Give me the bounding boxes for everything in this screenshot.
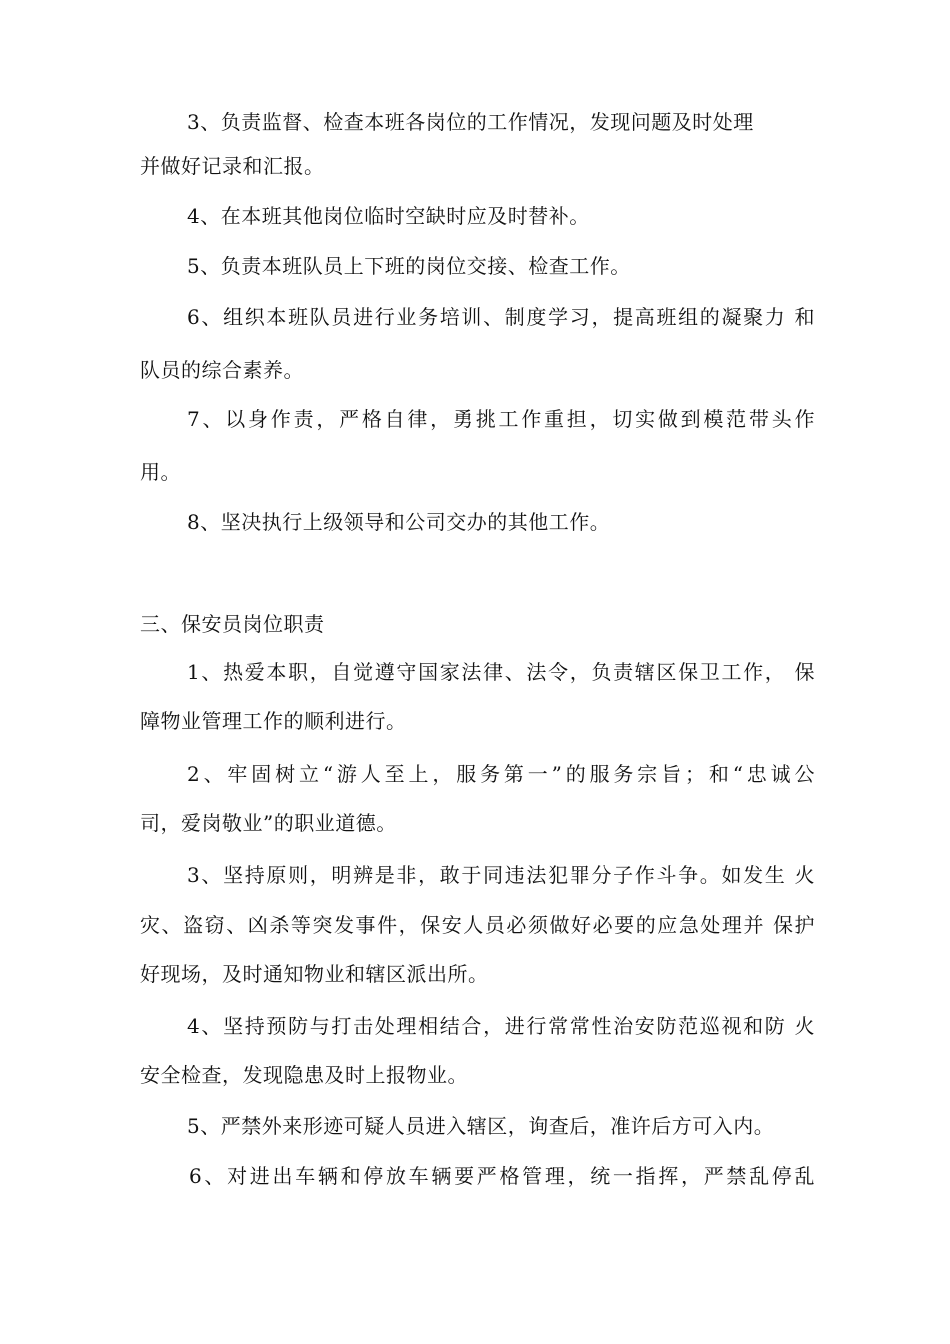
text-line: 6、对进出车辆和停放车辆要严格管理，统一指挥，严禁乱停乱 — [189, 1164, 815, 1188]
text-line: 并做好记录和汇报。 — [140, 154, 325, 178]
text-line: 6、组织本班队员进行业务培训、制度学习，提高班组的凝聚力 和 — [187, 305, 815, 329]
text-line: 安全检查，发现隐患及时上报物业。 — [140, 1063, 468, 1087]
text-line: 4、在本班其他岗位临时空缺时应及时替补。 — [187, 204, 590, 228]
text-line: 2、牢固树立“游人至上，服务第一”的服务宗旨；和“忠诚公 — [187, 762, 815, 786]
text-line: 司，爱岗敬业”的职业道德。 — [140, 811, 397, 835]
text-line: 3、负责监督、检查本班各岗位的工作情况，发现问题及时处理 — [187, 110, 754, 134]
text-line: 5、负责本班队员上下班的岗位交接、检查工作。 — [187, 254, 631, 278]
text-line: 用。 — [140, 460, 181, 484]
text-line: 队员的综合素养。 — [140, 358, 304, 382]
text-line: 障物业管理工作的顺利进行。 — [140, 709, 407, 733]
text-line: 5、严禁外来形迹可疑人员进入辖区，询查后，准许后方可入内。 — [187, 1114, 775, 1138]
section-heading: 三、保安员岗位职责 — [140, 612, 325, 636]
text-line: 灾、盗窃、凶杀等突发事件，保安人员必须做好必要的应急处理并 保护 — [140, 913, 815, 937]
text-line: 8、坚决执行上级领导和公司交办的其他工作。 — [187, 510, 611, 534]
text-line: 3、坚持原则，明辨是非，敢于同违法犯罪分子作斗争。如发生 火 — [187, 863, 815, 887]
text-line: 1、热爱本职，自觉遵守国家法律、法令，负责辖区保卫工作， 保 — [187, 660, 815, 684]
text-line: 4、坚持预防与打击处理相结合，进行常常性治安防范巡视和防 火 — [187, 1014, 815, 1038]
text-line: 7、以身作责，严格自律，勇挑工作重担，切实做到模范带头作 — [187, 407, 815, 431]
text-line: 好现场，及时通知物业和辖区派出所。 — [140, 962, 489, 986]
